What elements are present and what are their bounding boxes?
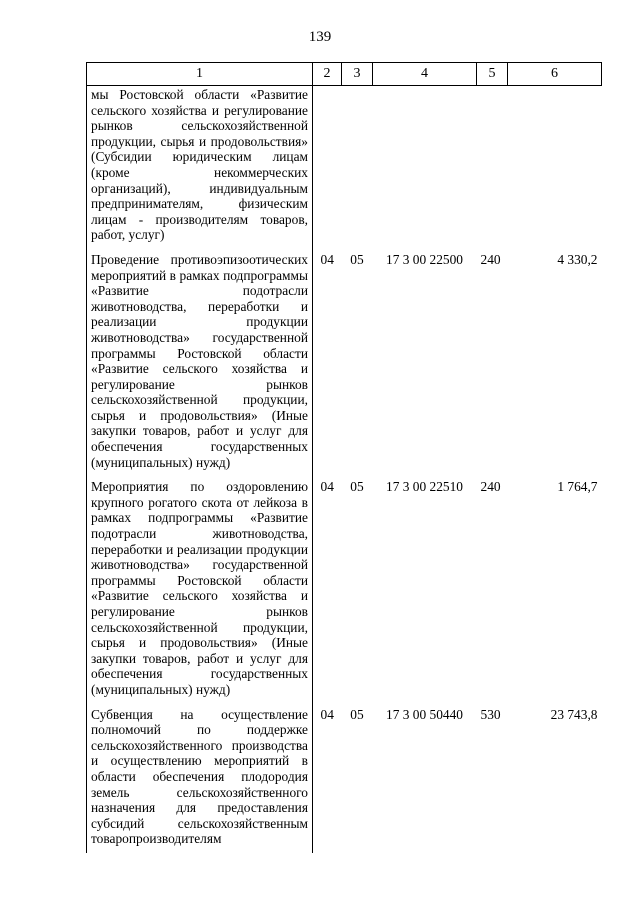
row-section [313,86,342,249]
row-description: Проведение противоэпизоотических мероприятий в рамках подпрограммы «Развитие подотрасли животноводства, переработки и реализации продукции животноводства» государственной программы Ростовской области «Развитие сельского хозяйства и регулирование рынков сельскохозяйственной продукции, сырья и продовольствия» (Иные закупки товаров, работ и услуг для обеспечения государственных (муниципальных) нужд) [87,249,313,476]
row-amount: 1 764,7 [557,479,598,495]
row-subsection: 05 [350,706,364,722]
row-expense-type: 240 [480,251,501,267]
row-section: 04 [320,706,334,722]
table-row [87,86,602,249]
row-description: мы Ростовской области «Развитие сельского хозяйства и регулирование рынков сельскохозяйственной продукции, сырья и продовольствия» (Субсидии юридическим лицам (кроме некоммерческих организаций), индивидуальным предпринимателям, физическим лицам - производителям товаров, работ, услуг) [87,86,313,249]
row-subsection: 05 [350,479,364,495]
row-section: 04 [320,479,334,495]
header-col-6: 6 [508,63,602,86]
header-col-5: 5 [477,63,508,86]
header-col-1: 1 [87,63,313,86]
row-description: Мероприятия по оздоровлению крупного рогатого скота от лейкоза в рамках подпрограммы «Развитие подотрасли животноводства, переработки и реализации продукции животноводства» государственной программы Ростовской области «Развитие сельского хозяйства и регулирование рынков сельскохозяйственной продукции, сырья и продовольствия» (Иные закупки товаров, работ и услуг для обеспечения государственных (муниципальных) нужд) [87,476,313,703]
header-col-3: 3 [342,63,373,86]
row-target-code: 17 3 00 50440 [386,706,463,722]
budget-table [86,62,602,853]
row-expense-type: 240 [480,479,501,495]
table-header-row [87,63,602,86]
table-row [87,249,602,476]
table-row [87,704,602,853]
row-subsection [342,86,373,249]
header-col-4: 4 [373,63,477,86]
row-target-code [373,86,477,249]
row-section: 04 [320,251,334,267]
row-amount: 23 743,8 [550,706,598,722]
row-description: Субвенция на осуществление полномочий по поддержке сельскохозяйственного производства и осуществлению мероприятий в области обеспечения плодородия земель сельскохозяйственного назначения для предоставления субсидий сельскохозяйственным товаропроизводителям [87,704,313,853]
table-row [87,476,602,703]
row-subsection: 05 [350,251,364,267]
row-target-code: 17 3 00 22510 [386,479,463,495]
row-target-code: 17 3 00 22500 [386,251,463,267]
header-col-2: 2 [313,63,342,86]
row-expense-type [477,86,508,249]
page-number: 139 [308,29,332,45]
row-amount: 4 330,2 [557,251,598,267]
row-amount [508,86,602,249]
row-expense-type: 530 [480,706,501,722]
